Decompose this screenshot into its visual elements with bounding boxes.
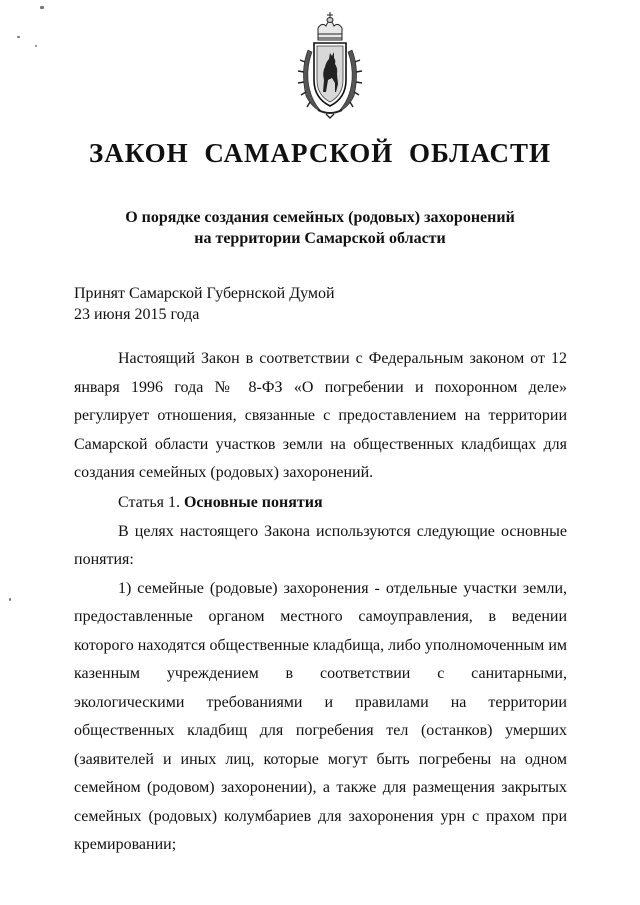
- article-title: Основные понятия: [183, 493, 323, 511]
- article-heading: [74, 488, 567, 518]
- preamble-paragraph: Настоящий Закон в соответствии с Федеральным законом от 12 января 1996 года № 8-ФЗ «О погребении и похоронном деле» регулирует отношения, связанные с предоставлением на территории Самарской области участков земли на общественных кладбищах для создания семейных (родовых) захоронений.: [74, 350, 567, 481]
- scan-speck: [9, 598, 11, 601]
- subtitle-line-2: на территории Самарской области: [194, 230, 446, 247]
- adoption-date: 23 июня 2015 года: [74, 306, 200, 323]
- definition-item-1: 1) семейные (родовые) захоронения - отдельные участки земли, предоставленные органом местного самоуправления, в ведении которого находятся общественные кладбища, либо уполномоченным им казенным учреждением в соответствии с санитарными, экологическими требованиями и правилами на территории общественных кладбищ для погребения тел (останков) умерших (заявителей и иных лиц, которые могут быть погребены на одном семейном (родовом) захоронении), а также для размещения закрытых семейных (родовых) колумбариев для захоронения урн с прахом при кремировании;: [74, 579, 567, 853]
- subtitle-line-1: О порядке создания семейных (родовых) захоронений: [125, 209, 515, 226]
- article-number: Статья 1.: [118, 493, 180, 511]
- law-title: ЗАКОН САМАРСКОЙ ОБЛАСТИ: [89, 138, 551, 168]
- scan-speck: [35, 45, 37, 47]
- adoption-body: Принят Самарской Губернской Думой: [74, 285, 335, 302]
- coat-of-arms-icon: [296, 10, 364, 120]
- definitions-intro: В целях настоящего Закона используются следующие основные понятия:: [74, 522, 567, 568]
- law-subtitle: [0, 207, 640, 249]
- adoption-note: [74, 283, 335, 325]
- law-body: [74, 345, 567, 860]
- scan-speck: [40, 6, 44, 9]
- scan-speck: [17, 36, 20, 38]
